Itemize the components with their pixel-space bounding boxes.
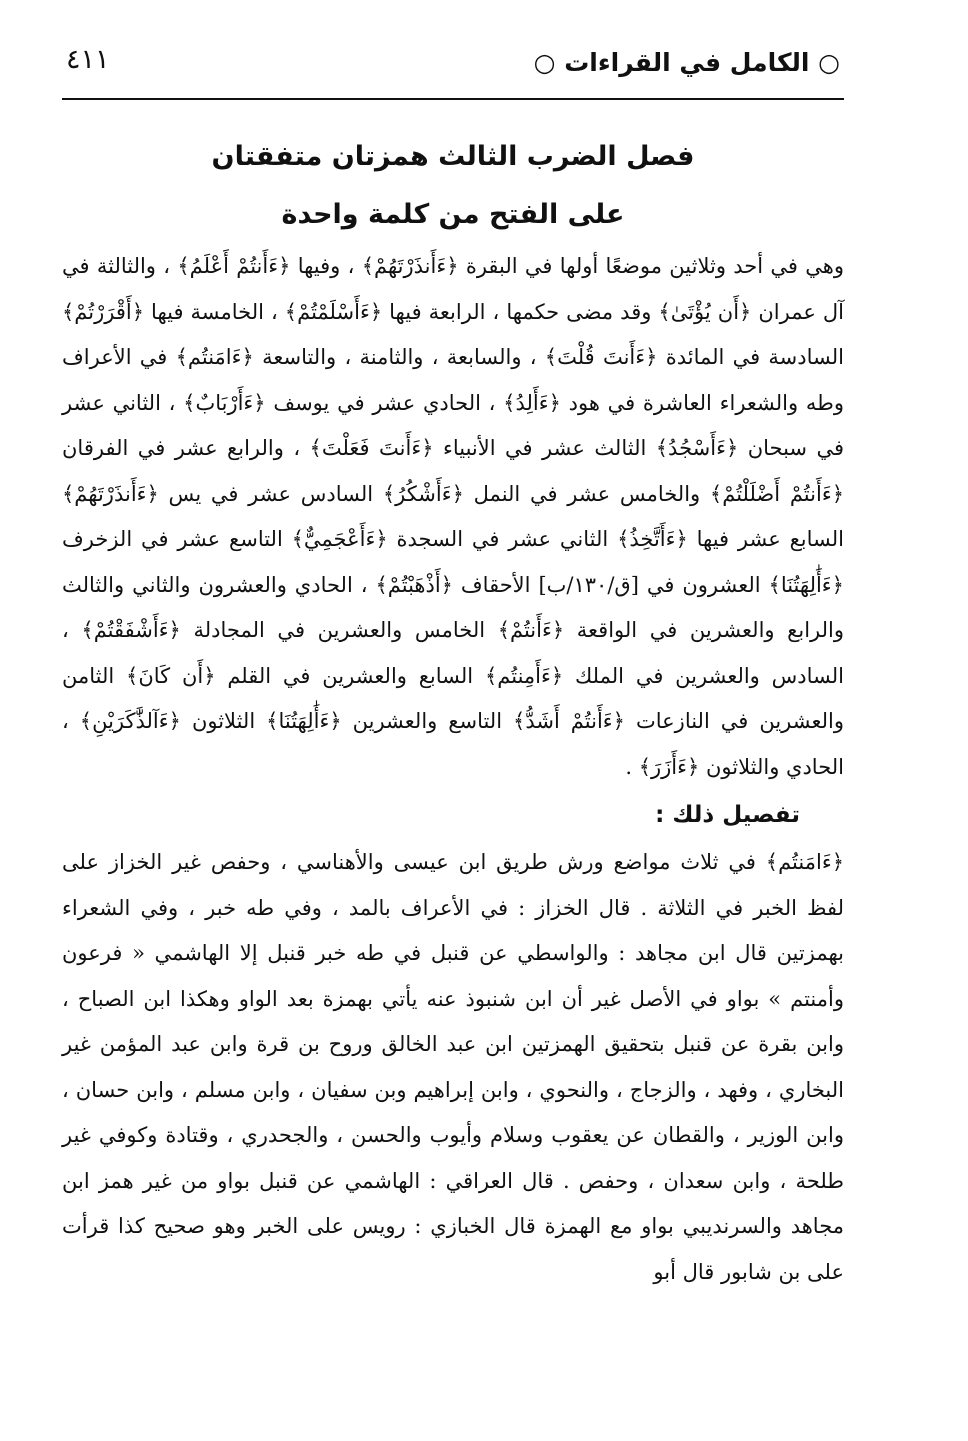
- page-number: ٤١١: [66, 44, 110, 75]
- running-header: [62, 38, 844, 100]
- section-heading: تفصيل ذلك :: [655, 802, 800, 828]
- paragraph-positions-list: وهي في أحد وثلاثين موضعًا أولها في البقرة ﴿ءَأَنذَرْتَهُمْ﴾ ، وفيها ﴿ءَأَنتُمْ أَعْلَمُ﴾ ، والثالثة في آل عمران ﴿أَن يُؤْتَىٰ﴾ وقد مضى حكمها ، الرابعة فيها ﴿ءَأَسْلَمْتُمْ﴾ ، الخامسة فيها ﴿أَقْرَرْتُمْ﴾ السادسة في المائدة ﴿ءَأَنتَ قُلْتَ﴾ ، والسابعة ، والثامنة ، والتاسعة ﴿ءَامَنتُم﴾ في الأعراف وطه والشعراء العاشرة في هود ﴿ءَأَلِدُ﴾ ، الحادي عشر في يوسف ﴿ءَأَرْبَابٌ﴾ ، الثاني عشر في سبحان ﴿ءَأَسْجُدُ﴾ الثالث عشر في الأنبياء ﴿ءَأَنتَ فَعَلْتَ﴾ ، والرابع عشر في الفرقان ﴿ءَأَنتُمْ أَضْلَلْتُمْ﴾ والخامس عشر في النمل ﴿ءَأَشْكُرُ﴾ السادس عشر في يس ﴿ءَأَنذَرْتَهُمْ﴾ السابع عشر فيها ﴿ءَأَتَّخِذُ﴾ الثاني عشر في السجدة ﴿ءَأَعْجَمِيٌّ﴾ التاسع عشر في الزخرف ﴿ءَأَٰلِهَتُنَا﴾ العشرون في [ق/١٣٠/ب] الأحقاف ﴿أَذْهَبْتُمْ﴾ ، الحادي والعشرون والثاني والثالث والرابع والعشرين في الواقعة ﴿ءَأَنتُمْ﴾ الخامس والعشرين في المجادلة ﴿ءَأَشْفَقْتُمْ﴾ ، السادس والعشرين في الملك ﴿ءَأَمِنتُم﴾ السابع والعشرين في القلم ﴿أَن كَانَ﴾ الثامن والعشرين في النازعات ﴿ءَأَنتُمْ أَشَدُّ﴾ التاسع والعشرين ﴿ءَأَٰلِهَتُنَا﴾ الثلاثون ﴿ءَآلذَّٰكَرَيْنِ﴾ ، الحادي والثلاثون ﴿ءَأَزَرَ﴾ .: [62, 254, 844, 779]
- paragraph-details: ﴿ءَامَنتُم﴾ في ثلاث مواضع ورش طريق ابن عيسى والأهناسي ، وحفص غير الخزاز على لفظ الخبر في الثلاثة . قال الخزاز : في الأعراف بالمد ، وفي طه خبر ، وفي الشعراء بهمزتين قال ابن مجاهد : والواسطي عن قنبل في طه خبر قنبل إلا الهاشمي « فرعون وأمنتم » بواو في الأصل غير أن ابن شنبوذ عنه يأتي بهمزة بعد الواو وهكذا ابن الصباح ، وابن بقرة عن قنبل بتحقيق الهمزتين ابن عبد الخالق وروح بن قرة وابن عبد المؤمن غير البخاري ، وفهد ، والزجاج ، والنحوي ، وابن إبراهيم وبن سفيان ، وابن مسلم ، وابن حسان ، وابن الوزير ، والقطان عن يعقوب وسلام وأيوب والحسن ، والجحدري ، وقتادة وكوفي غير طلحة ، وابن سعدان ، وحفص . قال العراقي : الهاشمي عن قنبل بواو من غير همز ابن مجاهد والسرنديبي بواو مع الهمزة قال الخبازي : رويس على الخبر وهو صحيح كذا قرأت على بن شابور قال أبو: [62, 850, 844, 1284]
- book-page: [62, 38, 844, 1295]
- chapter-title-line-2: على الفتح من كلمة واحدة: [281, 199, 625, 230]
- chapter-title-line-1: فصل الضرب الثالث همزتان متفقتان: [211, 141, 695, 172]
- running-title: ○ الكامل في القراءات ○: [533, 48, 840, 77]
